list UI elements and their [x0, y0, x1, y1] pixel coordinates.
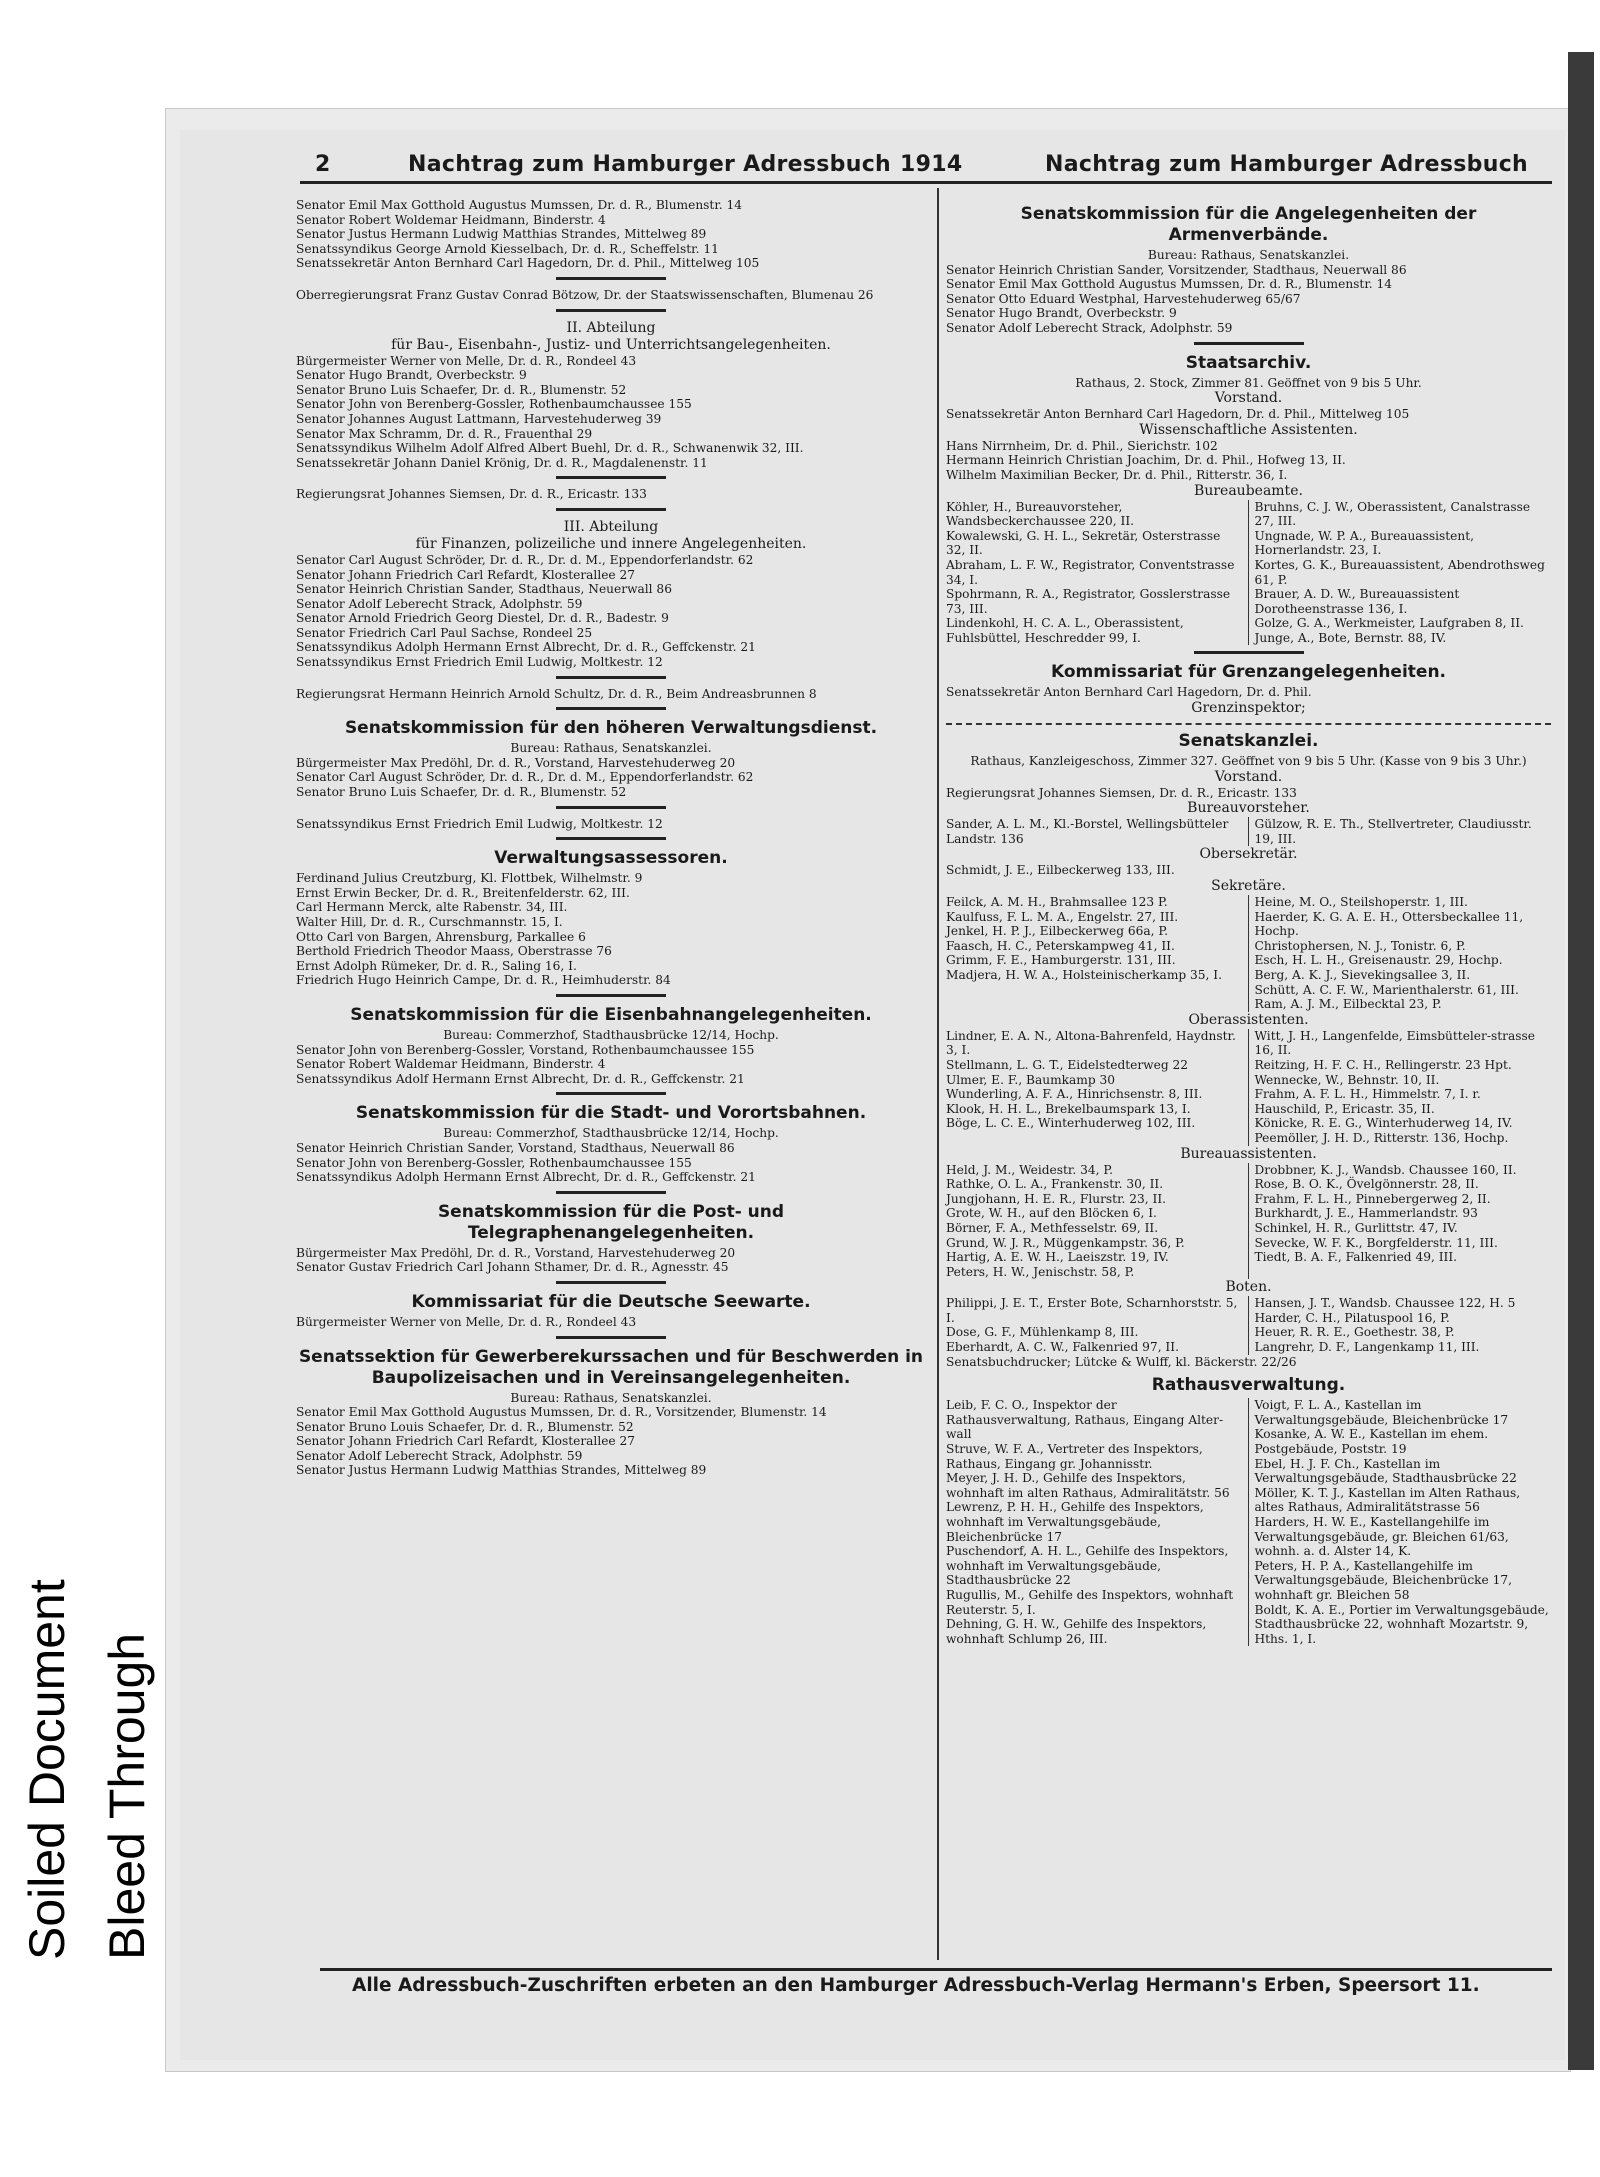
directory-entry: Senator Heinrich Christian Sander, Stadthaus, Neuerwall 86 — [296, 582, 672, 597]
section-divider — [556, 309, 666, 312]
two-column-list — [946, 1163, 1551, 1280]
staff-entry: Witt, J. H., Langenfelde, Eimsbütteler-strasse 16, II. — [1254, 1028, 1535, 1058]
directory-entry: Senator Max Schramm, Dr. d. R., Frauenthal 29 — [296, 426, 593, 441]
directory-entry: Otto Carl von Bargen, Ahrensburg, Parkallee 6 — [296, 929, 586, 944]
staff-entry: Bruhns, C. J. W., Oberassistent, Canalstrasse 27, III. — [1254, 499, 1531, 529]
directory-entry: Senator Heinrich Christian Sander, Vorsitzender, Stadthaus, Neuerwall 86 — [946, 262, 1407, 277]
staff-entry: Könicke, R. E. G., Winterhuderweg 14, IV. — [1254, 1116, 1513, 1131]
section-divider — [556, 1092, 666, 1095]
sublist-left — [946, 817, 1249, 846]
directory-entry: Senator Hugo Brandt, Overbeckstr. 9 — [946, 306, 1177, 321]
staff-entry: Rugullis, M., Gehilfe des Inspektors, wohnhaft Reuterstr. 5, I. — [946, 1587, 1234, 1617]
directory-entry: Senator Bruno Louis Schaefer, Dr. d. R., Blumenstr. 52 — [296, 1419, 634, 1434]
bureau-line: Rathaus, Kanzleigeschoss, Zimmer 327. Geöffnet von 9 bis 5 Uhr. (Kasse von 9 bis 3 Uhr.) — [970, 754, 1527, 769]
staff-entry: Lindner, E. A. N., Altona-Bahrenfeld, Haydnstr. 3, I. — [946, 1028, 1236, 1058]
staff-entry: Grund, W. J. R., Müggenkampstr. 36, P. — [946, 1235, 1185, 1250]
publisher-footer: Alle Adressbuch-Zuschriften erbeten an den Hamburger Adressbuch-Verlag Hermann's Erben, Speersort 11. — [352, 1975, 1480, 1996]
staff-entry: Esch, H. L. H., Greisenaustr. 29, Hochp. — [1254, 953, 1503, 968]
section-divider — [556, 508, 666, 511]
staff-entry: Kaulfuss, F. L. M. A., Engelstr. 27, III. — [946, 909, 1179, 924]
staff-entry: Heuer, R. R. E., Goethestr. 38, P. — [1254, 1325, 1455, 1340]
directory-entry: Senatssekretär Anton Bernhard Carl Hagedorn, Dr. d. Phil., Mittelweg 105 — [296, 256, 760, 271]
subheading: Bureaubeamte. — [1194, 482, 1303, 499]
directory-entry: Bürgermeister Werner von Melle, Dr. d. R., Rondeel 43 — [296, 1314, 637, 1329]
staff-entry: Kortes, G. K., Bureauassistent, Abendrothsweg 61, P. — [1254, 557, 1545, 587]
staff-entry: Burkhardt, J. E., Hammerlandstr. 93 — [1254, 1206, 1478, 1221]
section-heading: Senatskommission für die Eisenbahnangelegenheiten. — [350, 1004, 872, 1025]
bleed-through-label: Bleed Through — [99, 1632, 155, 1960]
staff-entry: Ungnade, W. P. A., Bureauassistent, Hornerlandstr. 23, I. — [1254, 528, 1474, 558]
sublist-left — [946, 1029, 1249, 1146]
page-number: 2 — [315, 152, 331, 177]
staff-entry: Faasch, H. C., Peterskampweg 41, II. — [946, 938, 1175, 953]
directory-entry: Walter Hill, Dr. d. R., Curschmannstr. 15, I. — [296, 915, 563, 929]
staff-entry: Berg, A. K. J., Sievekingsallee 3, II. — [1254, 968, 1471, 982]
sublist-left — [946, 895, 1249, 1012]
dashed-divider — [946, 723, 1551, 725]
directory-entry: Senatssyndikus Adolph Hermann Ernst Albrecht, Dr. d. R., Geffckenstr. 21 — [296, 1170, 756, 1185]
sublist-right — [1249, 1029, 1552, 1146]
staff-entry: Frahm, A. F. L. H., Himmelstr. 7, I. r. — [1254, 1087, 1481, 1102]
section-heading: Kommissariat für die Deutsche Seewarte. — [411, 1291, 811, 1312]
staff-entry: Gülzow, R. E. Th., Stellvertreter, Claudiusstr. 19, III. — [1254, 817, 1532, 846]
staff-entry: Dehning, G. H. W., Gehilfe des Inspektors, wohnhaft Schlump 26, III. — [946, 1617, 1207, 1646]
sublist-right — [1249, 895, 1552, 1012]
sublist-left — [946, 500, 1249, 646]
directory-entry: Senator Justus Hermann Ludwig Matthias Strandes, Mittelweg 89 — [296, 227, 707, 242]
section-divider — [556, 277, 666, 280]
subheading: Bureauvorsteher. — [1187, 800, 1310, 817]
directory-entry: Regierungsrat Hermann Heinrich Arnold Schultz, Dr. d. R., Beim Andreasbrunnen 8 — [296, 686, 817, 701]
bureau-line: Bureau: Rathaus, Senatskanzlei. — [510, 1390, 712, 1405]
section-heading: Senatskommission für die Angelegenheiten der Armenverbände. — [1020, 204, 1477, 245]
soiled-document-label: Soiled Document — [19, 1579, 75, 1960]
header-rule — [300, 181, 1552, 184]
column-divider — [937, 188, 939, 1960]
staff-entry: Ebel, H. J. F. Ch., Kastellan im Verwaltungsgebäude, Stadthausbrücke 22 — [1254, 1456, 1517, 1486]
staff-entry: Spohrmann, R. A., Registrator, Gosslerstrasse 73, III. — [946, 587, 1231, 616]
staff-entry: Harder, C. H., Pilatuspool 16, P. — [1254, 1310, 1450, 1325]
scan-edge-shadow — [1568, 52, 1594, 2070]
staff-entry: Stellmann, L. G. T., Eidelstedterweg 22 — [946, 1057, 1189, 1072]
section-divider — [556, 1191, 666, 1194]
subheading: Vorstand. — [1214, 390, 1283, 407]
staff-entry: Sander, A. L. M., Kl.-Borstel, Wellingsbütteler Landstr. 136 — [946, 817, 1229, 846]
bureau-line: Bureau: Commerzhof, Stadthausbrücke 12/14, Hochp. — [443, 1126, 779, 1141]
directory-entry: Senator Robert Waldemar Heidmann, Binderstr. 4 — [296, 1057, 606, 1072]
directory-entry: Senator John von Berenberg-Gossler, Vorstand, Rothenbaumchaussee 155 — [296, 1042, 755, 1057]
directory-entry: Senator Emil Max Gotthold Augustus Mumssen, Dr. d. R., Blumenstr. 14 — [296, 198, 743, 212]
footer-rule — [320, 1968, 1552, 1971]
directory-entry: Senator Carl August Schröder, Dr. d. R., Dr. d. M., Eppendorferlandstr. 62 — [296, 552, 754, 567]
subheading: Sekretäre. — [1211, 878, 1286, 895]
directory-entry: Senator Adolf Leberecht Strack, Adolphstr. 59 — [296, 1448, 583, 1463]
directory-entry: Senator Emil Max Gotthold Augustus Mumssen, Dr. d. R., Blumenstr. 14 — [946, 277, 1393, 292]
staff-entry: Christophersen, N. J., Tonistr. 6, P. — [1254, 938, 1466, 953]
subheading: Grenzinspektor; — [1191, 700, 1306, 717]
directory-entry: Schmidt, J. E., Eilbeckerweg 133, III. — [946, 863, 1175, 878]
subheading: Oberassistenten. — [1188, 1011, 1309, 1028]
directory-entry: Hermann Heinrich Christian Joachim, Dr. d. Phil., Hofweg 13, II. — [946, 453, 1346, 468]
directory-entry: Oberregierungsrat Franz Gustav Conrad Bötzow, Dr. der Staatswissenschaften, Blumenau 26 — [296, 287, 874, 302]
section-heading: Verwaltungsassessoren. — [494, 848, 728, 869]
two-column-list — [946, 1398, 1551, 1646]
two-column-list — [946, 1296, 1551, 1354]
subheading: Obersekretär. — [1199, 846, 1298, 863]
staff-entry: Leib, F. C. O., Inspektor der Rathausverwaltung, Rathaus, Eingang Alter-wall — [946, 1398, 1224, 1442]
section-heading: Senatskanzlei. — [1178, 731, 1319, 752]
staff-entry: Frahm, F. L. H., Pinnebergerweg 2, II. — [1254, 1191, 1491, 1206]
staff-entry: Boldt, K. A. E., Portier im Verwaltungsgebäude, Stadthausbrücke 22, wohnhaft Mozartstr. 9, Hths. 1, I. — [1254, 1602, 1549, 1646]
directory-entry: Senator Bruno Luis Schaefer, Dr. d. R., Blumenstr. 52 — [296, 382, 627, 397]
staff-entry: Reitzing, H. F. C. H., Rellingerstr. 23 Hpt. — [1254, 1057, 1512, 1072]
subheading: II. Abteilung — [566, 319, 656, 336]
sublist-right — [1249, 500, 1552, 646]
staff-entry: Puschendorf, A. H. L., Gehilfe des Inspektors, wohnhaft im Verwaltungsgebäude, Stadthausbrücke 22 — [946, 1544, 1229, 1588]
directory-entry: Senator Justus Hermann Ludwig Matthias Strandes, Mittelweg 89 — [296, 1463, 707, 1478]
staff-entry: Eberhardt, A. C. W., Falkenried 97, II. — [946, 1340, 1179, 1355]
staff-entry: Peemöller, J. H. D., Ritterstr. 136, Hochp. — [1254, 1130, 1509, 1145]
directory-entry: Senatssekretär Anton Bernhard Carl Hagedorn, Dr. d. Phil. — [946, 685, 1312, 700]
staff-entry: Held, J. M., Weidestr. 34, P. — [946, 1162, 1113, 1177]
staff-entry: Harders, H. W. E., Kastellangehilfe im Verwaltungsgebäude, gr. Bleichen 61/63, wohnh. a. d. Alster 14, K. — [1254, 1515, 1509, 1559]
staff-entry: Wennecke, W., Behnstr. 10, II. — [1254, 1072, 1440, 1087]
staff-entry: Madjera, H. W. A., Holsteinischerkamp 35, I. — [946, 968, 1222, 982]
directory-entry: Ernst Erwin Becker, Dr. d. R., Breitenfelderstr. 62, III. — [296, 885, 630, 900]
directory-entry: Friedrich Hugo Heinrich Campe, Dr. d. R., Heimhuderstr. 84 — [296, 973, 671, 988]
directory-entry: Senator Gustav Friedrich Carl Johann Sthamer, Dr. d. R., Agnesstr. 45 — [296, 1260, 729, 1275]
subheading: für Bau-, Eisenbahn-, Justiz- und Unterrichtsangelegenheiten. — [391, 336, 831, 353]
sublist-left — [946, 1163, 1249, 1280]
staff-entry: Junge, A., Bote, Bernstr. 88, IV. — [1254, 630, 1447, 645]
header-year: 1914 — [900, 152, 963, 177]
directory-entry: Senatssyndikus Wilhelm Adolf Alfred Albert Buehl, Dr. d. R., Schwanenwik 32, III. — [296, 441, 804, 456]
bureau-line: Bureau: Commerzhof, Stadthausbrücke 12/14, Hochp. — [443, 1027, 779, 1042]
directory-entry: Senatssyndikus Ernst Friedrich Emil Ludwig, Moltkestr. 12 — [296, 655, 663, 670]
bureau-line: Bureau: Rathaus, Senatskanzlei. — [510, 741, 712, 756]
running-header — [135, 152, 1555, 178]
directory-entry: Regierungsrat Johannes Siemsen, Dr. d. R., Ericastr. 133 — [946, 785, 1297, 800]
section-heading: Rathausverwaltung. — [1151, 1375, 1346, 1396]
staff-entry: Sevecke, W. F. K., Borgfelderstr. 11, III. — [1254, 1235, 1498, 1250]
staff-entry: Peters, H. P. A., Kastellangehilfe im Verwaltungsgebäude, Bleichenbrücke 17, wohnhaft gr. Bleichen 58 — [1254, 1558, 1513, 1602]
directory-entry: Bürgermeister Max Predöhl, Dr. d. R., Vorstand, Harvestehuderweg 20 — [296, 1245, 736, 1260]
directory-entry: Senator Adolf Leberecht Strack, Adolphstr. 59 — [296, 596, 583, 611]
directory-entry: Regierungsrat Johannes Siemsen, Dr. d. R., Ericastr. 133 — [296, 487, 647, 502]
section-divider — [556, 837, 666, 840]
staff-entry: Philippi, J. E. T., Erster Bote, Scharnhorststr. 5, I. — [946, 1296, 1238, 1325]
staff-entry: Möller, K. T. J., Kastellan im Alten Rathaus, altes Rathaus, Admiralitätstrasse 56 — [1254, 1485, 1521, 1515]
directory-entry: Berthold Friedrich Theodor Maass, Oberstrasse 76 — [296, 944, 612, 959]
staff-entry: Schütt, A. C. F. W., Marienthalerstr. 61, III. — [1254, 982, 1519, 997]
staff-entry: Peters, H. W., Jenischstr. 58, P. — [946, 1264, 1135, 1279]
directory-entry: Senator Arnold Friedrich Georg Diestel, Dr. d. R., Badestr. 9 — [296, 611, 669, 626]
staff-entry: Grimm, F. E., Hamburgerstr. 131, III. — [946, 953, 1176, 968]
two-column-list — [946, 1029, 1551, 1146]
directory-entry: Senator Bruno Luis Schaefer, Dr. d. R., Blumenstr. 52 — [296, 785, 627, 800]
section-divider — [556, 676, 666, 679]
section-divider — [556, 806, 666, 809]
section-heading: Staatsarchiv. — [1185, 352, 1312, 373]
directory-entry: Senatssekretär Anton Bernhard Carl Hagedorn, Dr. d. Phil., Mittelweg 105 — [946, 407, 1410, 422]
directory-entry: Carl Hermann Merck, alte Rabenstr. 34, III. — [296, 900, 568, 915]
sublist-right — [1249, 1163, 1552, 1280]
staff-entry: Köhler, H., Bureauvorsteher, Wandsbeckerchaussee 220, II. — [946, 499, 1135, 529]
staff-entry: Brauer, A. D. W., Bureauassistent Dorotheenstrasse 136, I. — [1254, 587, 1460, 616]
directory-entry: Ernst Adolph Rümeker, Dr. d. R., Saling 16, I. — [296, 958, 577, 973]
staff-entry: Hauschild, P., Ericastr. 35, II. — [1254, 1101, 1435, 1116]
section-heading: Kommissariat für Grenzangelegenheiten. — [1050, 662, 1447, 683]
staff-entry: Hartig, A. E. W. H., Laeiszstr. 19, IV. — [946, 1250, 1169, 1265]
staff-entry: Feilck, A. M. H., Brahmsallee 123 P. — [946, 895, 1168, 910]
staff-entry: Börner, F. A., Methfesselstr. 69, II. — [946, 1220, 1159, 1235]
section-divider — [1194, 651, 1304, 654]
directory-entry: Senatssyndikus Adolph Hermann Ernst Albrecht, Dr. d. R., Geffckenstr. 21 — [296, 640, 756, 655]
staff-entry: Grote, W. H., auf den Blöcken 6, I. — [946, 1206, 1157, 1221]
sublist-right — [1249, 1296, 1552, 1354]
staff-entry: Lindenkohl, H. C. A. L., Oberassistent, Fuhlsbüttel, Heschredder 99, I. — [946, 616, 1184, 645]
staff-entry: Lewrenz, P. H. H., Gehilfe des Inspektors, wohnhaft im Verwaltungsgebäude, Bleichenbrücke 17 — [946, 1500, 1204, 1544]
subheading: für Finanzen, polizeiliche und innere Angelegenheiten. — [415, 535, 807, 552]
directory-entry: Bürgermeister Werner von Melle, Dr. d. R., Rondeel 43 — [296, 353, 637, 368]
right-column — [946, 198, 1551, 1646]
directory-entry: Ferdinand Julius Creutzburg, Kl. Flottbek, Wilhelmstr. 9 — [296, 871, 643, 886]
staff-entry: Haerder, K. G. A. E. H., Ottersbeckallee 11, Hochp. — [1254, 909, 1524, 939]
directory-entry: Senatssyndikus Ernst Friedrich Emil Ludwig, Moltkestr. 12 — [296, 816, 663, 831]
sublist-right — [1249, 817, 1552, 846]
directory-entry: Senator Friedrich Carl Paul Sachse, Rondeel 25 — [296, 625, 593, 640]
section-divider — [556, 476, 666, 479]
staff-entry: Tiedt, B. A. F., Falkenried 49, III. — [1254, 1250, 1458, 1265]
staff-entry: Golze, G. A., Werkmeister, Laufgraben 8, II. — [1254, 616, 1524, 631]
two-column-list — [946, 500, 1551, 646]
sublist-left — [946, 1296, 1249, 1354]
directory-entry: Bürgermeister Max Predöhl, Dr. d. R., Vorstand, Harvestehuderweg 20 — [296, 755, 736, 770]
subheading: Vorstand. — [1214, 768, 1283, 785]
section-heading: Senatskommission für die Post- und Telegraphenangelegenheiten. — [437, 1201, 785, 1243]
staff-entry: Jenkel, H. P. J., Eilbeckerweg 66a, P. — [946, 924, 1169, 939]
staff-entry: Heine, M. O., Steilshoperstr. 1, III. — [1254, 895, 1468, 910]
directory-entry: Senator Adolf Leberecht Strack, Adolphstr. 59 — [946, 320, 1233, 335]
directory-entry: Senator Johannes August Lattmann, Harvestehuderweg 39 — [296, 411, 662, 426]
staff-entry: Ulmer, E. F., Baumkamp 30 — [946, 1072, 1116, 1087]
left-column — [296, 198, 926, 1478]
section-heading: Senatskommission für den höheren Verwaltungsdienst. — [344, 718, 878, 739]
staff-entry: Drobbner, K. J., Wandsb. Chaussee 160, II. — [1254, 1162, 1517, 1177]
staff-entry: Böge, L. C. E., Winterhuderweg 102, III. — [946, 1116, 1196, 1131]
staff-entry: Hansen, J. T., Wandsb. Chaussee 122, H. 5 — [1254, 1296, 1516, 1311]
directory-entry: Senator Heinrich Christian Sander, Vorstand, Stadthaus, Neuerwall 86 — [296, 1140, 735, 1155]
directory-entry: Senator Hugo Brandt, Overbeckstr. 9 — [296, 368, 527, 383]
header-title-left: Nachtrag zum Hamburger Adressbuch — [408, 152, 891, 177]
directory-entry: Senator Johann Friedrich Carl Refardt, Klosterallee 27 — [296, 1434, 636, 1449]
section-divider — [1194, 342, 1304, 345]
staff-entry: Voigt, F. L. A., Kastellan im Verwaltungsgebäude, Bleichenbrücke 17 — [1254, 1398, 1509, 1427]
subheading: Bureauassistenten. — [1180, 1145, 1317, 1162]
staff-entry: Rathke, O. L. A., Frankenstr. 30, II. — [946, 1177, 1164, 1192]
staff-entry: Kowalewski, G. H. L., Sekretär, Osterstrasse 32, II. — [946, 528, 1221, 558]
two-column-list — [946, 895, 1551, 1012]
staff-entry: Rose, B. O. K., Övelgönnerstr. 28, II. — [1254, 1177, 1479, 1192]
section-divider — [556, 1336, 666, 1339]
directory-entry: Senator Otto Eduard Westphal, Harvestehuderweg 65/67 — [946, 291, 1301, 306]
directory-entry: Senator Emil Max Gotthold Augustus Mumssen, Dr. d. R., Vorsitzender, Blumenstr. 14 — [296, 1405, 827, 1420]
directory-entry: Hans Nirrnheim, Dr. d. Phil., Sierichstr. 102 — [946, 438, 1218, 453]
section-divider — [556, 994, 666, 997]
directory-entry: Senator Carl August Schröder, Dr. d. R., Dr. d. M., Eppendorferlandstr. 62 — [296, 770, 754, 785]
section-heading: Senatssektion für Gewerberekurssachen und für Beschwerden in Baupolizeisachen und in Vereinsangelegenheiten. — [298, 1346, 924, 1388]
subheading: Wissenschaftliche Assistenten. — [1139, 421, 1358, 438]
directory-entry: Senatssekretär Johann Daniel Krönig, Dr. d. R., Magdalenenstr. 11 — [296, 455, 708, 470]
directory-entry: Wilhelm Maximilian Becker, Dr. d. Phil., Ritterstr. 36, I. — [946, 467, 1288, 482]
staff-entry: Ram, A. J. M., Eilbecktal 23, P. — [1254, 997, 1442, 1012]
sublist-right — [1249, 1398, 1552, 1646]
staff-entry: Langrehr, D. F., Langenkamp 11, III. — [1254, 1340, 1480, 1355]
section-heading: Senatskommission für die Stadt- und Vorortsbahnen. — [355, 1103, 867, 1124]
directory-entry: Senator Robert Woldemar Heidmann, Binderstr. 4 — [296, 212, 606, 227]
sublist-left — [946, 1398, 1249, 1646]
staff-entry: Abraham, L. F. W., Registrator, Conventstrasse 34, I. — [946, 557, 1235, 587]
staff-entry: Dose, G. F., Mühlenkamp 8, III. — [946, 1325, 1139, 1340]
section-divider — [556, 1281, 666, 1284]
directory-entry: Senatssyndikus George Arnold Kiesselbach, Dr. d. R., Scheffelstr. 11 — [296, 241, 719, 256]
directory-entry: Senatssyndikus Adolf Hermann Ernst Albrecht, Dr. d. R., Geffckenstr. 21 — [296, 1071, 745, 1086]
directory-entry: Senator Johann Friedrich Carl Refardt, Klosterallee 27 — [296, 567, 636, 582]
staff-entry: Wunderling, A. F. A., Hinrichsenstr. 8, III. — [946, 1087, 1203, 1102]
header-title-right: Nachtrag zum Hamburger Adressbuch — [1045, 152, 1528, 177]
staff-entry: Schinkel, H. R., Gurlittstr. 47, IV. — [1254, 1220, 1458, 1235]
directory-entry: Senatsbuchdrucker; Lütcke & Wulff, kl. Bäckerstr. 22/26 — [946, 1354, 1297, 1369]
staff-entry: Jungjohann, H. E. R., Flurstr. 23, II. — [946, 1191, 1167, 1206]
bureau-line: Rathaus, 2. Stock, Zimmer 81. Geöffnet von 9 bis 5 Uhr. — [1075, 375, 1422, 390]
directory-entry: Senator John von Berenberg-Gossler, Rothenbaumchaussee 155 — [296, 397, 692, 412]
subheading: Boten. — [1225, 1279, 1272, 1296]
staff-entry: Kosanke, A. W. E., Kastellan im ehem. Postgebäude, Poststr. 19 — [1254, 1427, 1489, 1457]
directory-entry: Senator John von Berenberg-Gossler, Rothenbaumchaussee 155 — [296, 1155, 692, 1170]
two-column-list — [946, 817, 1551, 846]
staff-entry: Meyer, J. H. D., Gehilfe des Inspektors, wohnhaft im alten Rathaus, Admiralitätstr. 56 — [946, 1471, 1230, 1500]
bureau-line: Bureau: Rathaus, Senatskanzlei. — [1147, 248, 1350, 262]
subheading: III. Abteilung — [563, 518, 659, 535]
staff-entry: Struve, W. F. A., Vertreter des Inspektors, Rathaus, Eingang gr. Johannisstr. — [946, 1442, 1203, 1471]
section-divider — [556, 707, 666, 710]
staff-entry: Klook, H. H. L., Brekelbaumspark 13, I. — [946, 1101, 1191, 1116]
